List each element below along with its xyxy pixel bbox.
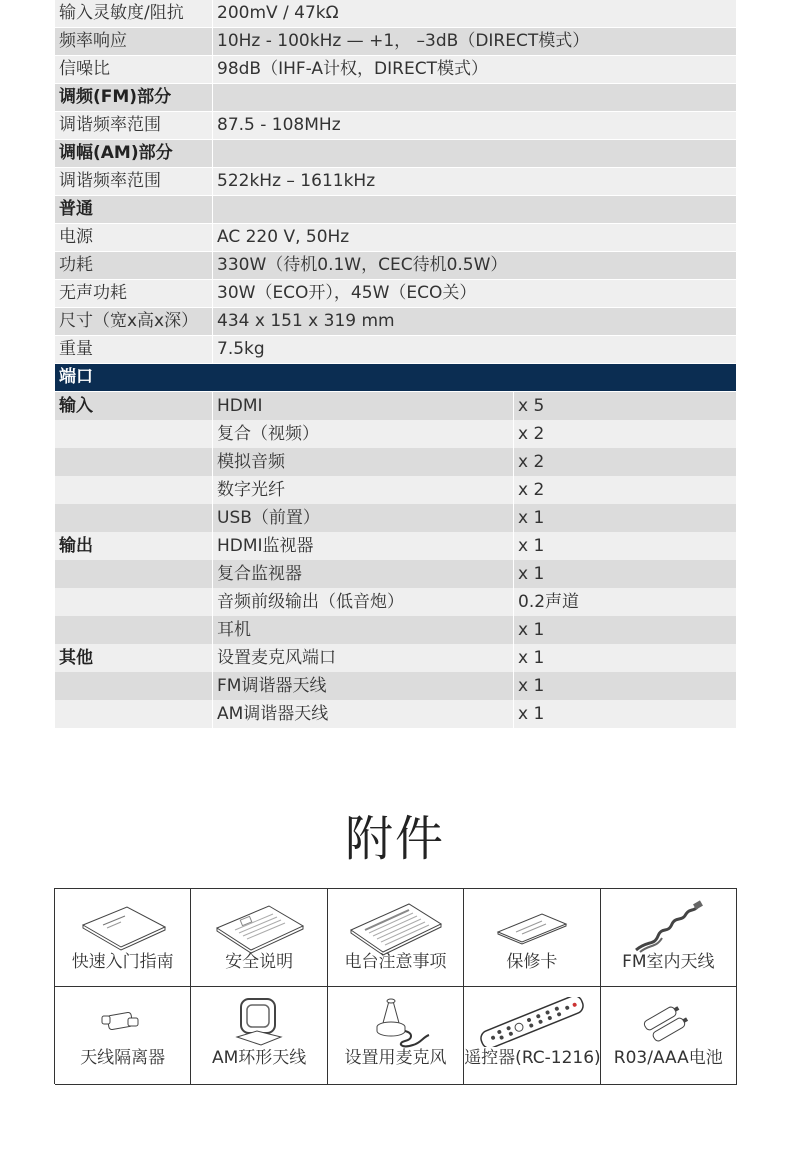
port-group bbox=[55, 448, 213, 476]
port-name: 模拟音频 bbox=[213, 448, 514, 476]
spec-row bbox=[55, 0, 736, 28]
accessory-label: 天线隔离器 bbox=[80, 1048, 166, 1068]
port-name: 复合监视器 bbox=[213, 560, 514, 588]
spec-label: 调谐频率范围 bbox=[55, 168, 213, 195]
accessories-title: 附件 bbox=[344, 811, 445, 867]
spec-value: AC 220 V, 50Hz bbox=[217, 227, 350, 247]
port-count: x 1 bbox=[518, 648, 545, 668]
port-row bbox=[55, 504, 736, 532]
accessory-item bbox=[328, 889, 464, 987]
accessory-item bbox=[601, 889, 737, 987]
port-row bbox=[55, 420, 736, 448]
spec-section-label: 普通 bbox=[55, 196, 213, 223]
spec-value: 330W（待机0.1W，CEC待机0.5W） bbox=[217, 255, 508, 275]
port-group: 输入 bbox=[55, 392, 213, 420]
port-count: x 1 bbox=[518, 508, 545, 528]
accessory-label: 电台注意事项 bbox=[344, 952, 447, 972]
accessory-item bbox=[191, 889, 327, 987]
accessory-label: 保修卡 bbox=[506, 952, 558, 972]
spec-value: 522kHz – 1611kHz bbox=[217, 171, 376, 191]
ports-table bbox=[55, 392, 736, 728]
spec-label: 输入灵敏度/阻抗 bbox=[55, 0, 213, 27]
port-row bbox=[55, 700, 736, 728]
port-group bbox=[55, 420, 213, 448]
accessory-label: 安全说明 bbox=[225, 952, 294, 972]
port-name: 耳机 bbox=[213, 616, 514, 644]
port-row bbox=[55, 616, 736, 644]
port-row bbox=[55, 392, 736, 420]
ports-header-row bbox=[55, 364, 736, 392]
port-name: HDMI监视器 bbox=[213, 532, 514, 560]
accessory-label: 设置用麦克风 bbox=[344, 1048, 447, 1068]
spec-section-row bbox=[55, 196, 736, 224]
port-group bbox=[55, 616, 213, 644]
port-name: AM调谐器天线 bbox=[213, 700, 514, 728]
port-name: FM调谐器天线 bbox=[213, 672, 514, 700]
port-count: x 1 bbox=[518, 676, 545, 696]
port-group bbox=[55, 476, 213, 504]
spec-row bbox=[55, 308, 736, 336]
spec-label: 频率响应 bbox=[55, 28, 213, 55]
spec-table bbox=[55, 0, 736, 364]
accessory-item bbox=[328, 987, 464, 1085]
spec-value bbox=[213, 140, 736, 167]
port-group: 输出 bbox=[55, 532, 213, 560]
spec-label: 调谐频率范围 bbox=[55, 112, 213, 139]
port-row bbox=[55, 560, 736, 588]
port-count: x 2 bbox=[518, 452, 545, 472]
accessory-item bbox=[464, 987, 600, 1085]
port-name: USB（前置） bbox=[213, 504, 514, 532]
spec-row bbox=[55, 112, 736, 140]
port-count: x 1 bbox=[518, 620, 545, 640]
port-row bbox=[55, 476, 736, 504]
port-group bbox=[55, 700, 213, 728]
port-count: x 1 bbox=[518, 536, 545, 556]
accessory-item bbox=[55, 889, 191, 987]
accessory-item bbox=[601, 987, 737, 1085]
spec-row bbox=[55, 280, 736, 308]
port-row bbox=[55, 644, 736, 672]
spec-row bbox=[55, 28, 736, 56]
spec-value: 7.5kg bbox=[217, 339, 265, 359]
spec-section-row bbox=[55, 140, 736, 168]
spec-value bbox=[213, 196, 736, 223]
spec-value: 434 x 151 x 319 mm bbox=[217, 311, 395, 331]
spec-row bbox=[55, 168, 736, 196]
spec-section-label: 调频(FM)部分 bbox=[55, 84, 213, 111]
spec-label: 信噪比 bbox=[55, 56, 213, 83]
accessory-label: AM环形天线 bbox=[211, 1048, 307, 1068]
port-count: x 1 bbox=[518, 704, 545, 724]
spec-label: 电源 bbox=[55, 224, 213, 251]
accessory-item bbox=[55, 987, 191, 1085]
accessories-grid bbox=[54, 888, 737, 1084]
spec-label: 重量 bbox=[55, 336, 213, 363]
spec-value bbox=[213, 84, 736, 111]
spec-row bbox=[55, 56, 736, 84]
spec-section-row bbox=[55, 84, 736, 112]
port-count: x 2 bbox=[518, 480, 545, 500]
accessory-label: R03/AAA电池 bbox=[613, 1048, 723, 1068]
port-group bbox=[55, 588, 213, 616]
spec-value: 87.5 - 108MHz bbox=[217, 115, 341, 135]
accessory-item bbox=[191, 987, 327, 1085]
port-count: 0.2声道 bbox=[518, 592, 580, 612]
port-group bbox=[55, 560, 213, 588]
accessory-label: 遥控器(RC-1216) bbox=[464, 1048, 601, 1068]
spec-value: 30W（ECO开），45W（ECO关） bbox=[217, 283, 477, 303]
spec-value: 10Hz - 100kHz — +1， –3dB（DIRECT模式） bbox=[217, 31, 590, 51]
spec-label: 功耗 bbox=[55, 252, 213, 279]
port-row bbox=[55, 532, 736, 560]
port-count: x 1 bbox=[518, 564, 545, 584]
accessory-item bbox=[464, 889, 600, 987]
spec-row bbox=[55, 252, 736, 280]
spec-label: 尺寸（宽x高x深） bbox=[55, 308, 213, 335]
spec-row bbox=[55, 336, 736, 364]
port-count: x 5 bbox=[518, 396, 545, 416]
spec-label: 无声功耗 bbox=[55, 280, 213, 307]
spec-row bbox=[55, 224, 736, 252]
port-count: x 2 bbox=[518, 424, 545, 444]
port-row bbox=[55, 672, 736, 700]
port-name: 复合（视频） bbox=[213, 420, 514, 448]
port-group bbox=[55, 504, 213, 532]
ports-header: 端口 bbox=[59, 367, 93, 387]
port-group bbox=[55, 672, 213, 700]
port-group: 其他 bbox=[55, 644, 213, 672]
port-row bbox=[55, 588, 736, 616]
port-name: 数字光纤 bbox=[213, 476, 514, 504]
spec-value: 200mV / 47kΩ bbox=[217, 3, 339, 23]
port-name: HDMI bbox=[213, 392, 514, 420]
accessory-label: FM室内天线 bbox=[622, 952, 715, 972]
port-row bbox=[55, 448, 736, 476]
accessory-label: 快速入门指南 bbox=[71, 952, 174, 972]
spec-section-label: 调幅(AM)部分 bbox=[55, 140, 213, 167]
spec-value: 98dB（IHF-A计权，DIRECT模式） bbox=[217, 59, 488, 79]
port-name: 设置麦克风端口 bbox=[213, 644, 514, 672]
port-name: 音频前级输出（低音炮） bbox=[213, 588, 514, 616]
